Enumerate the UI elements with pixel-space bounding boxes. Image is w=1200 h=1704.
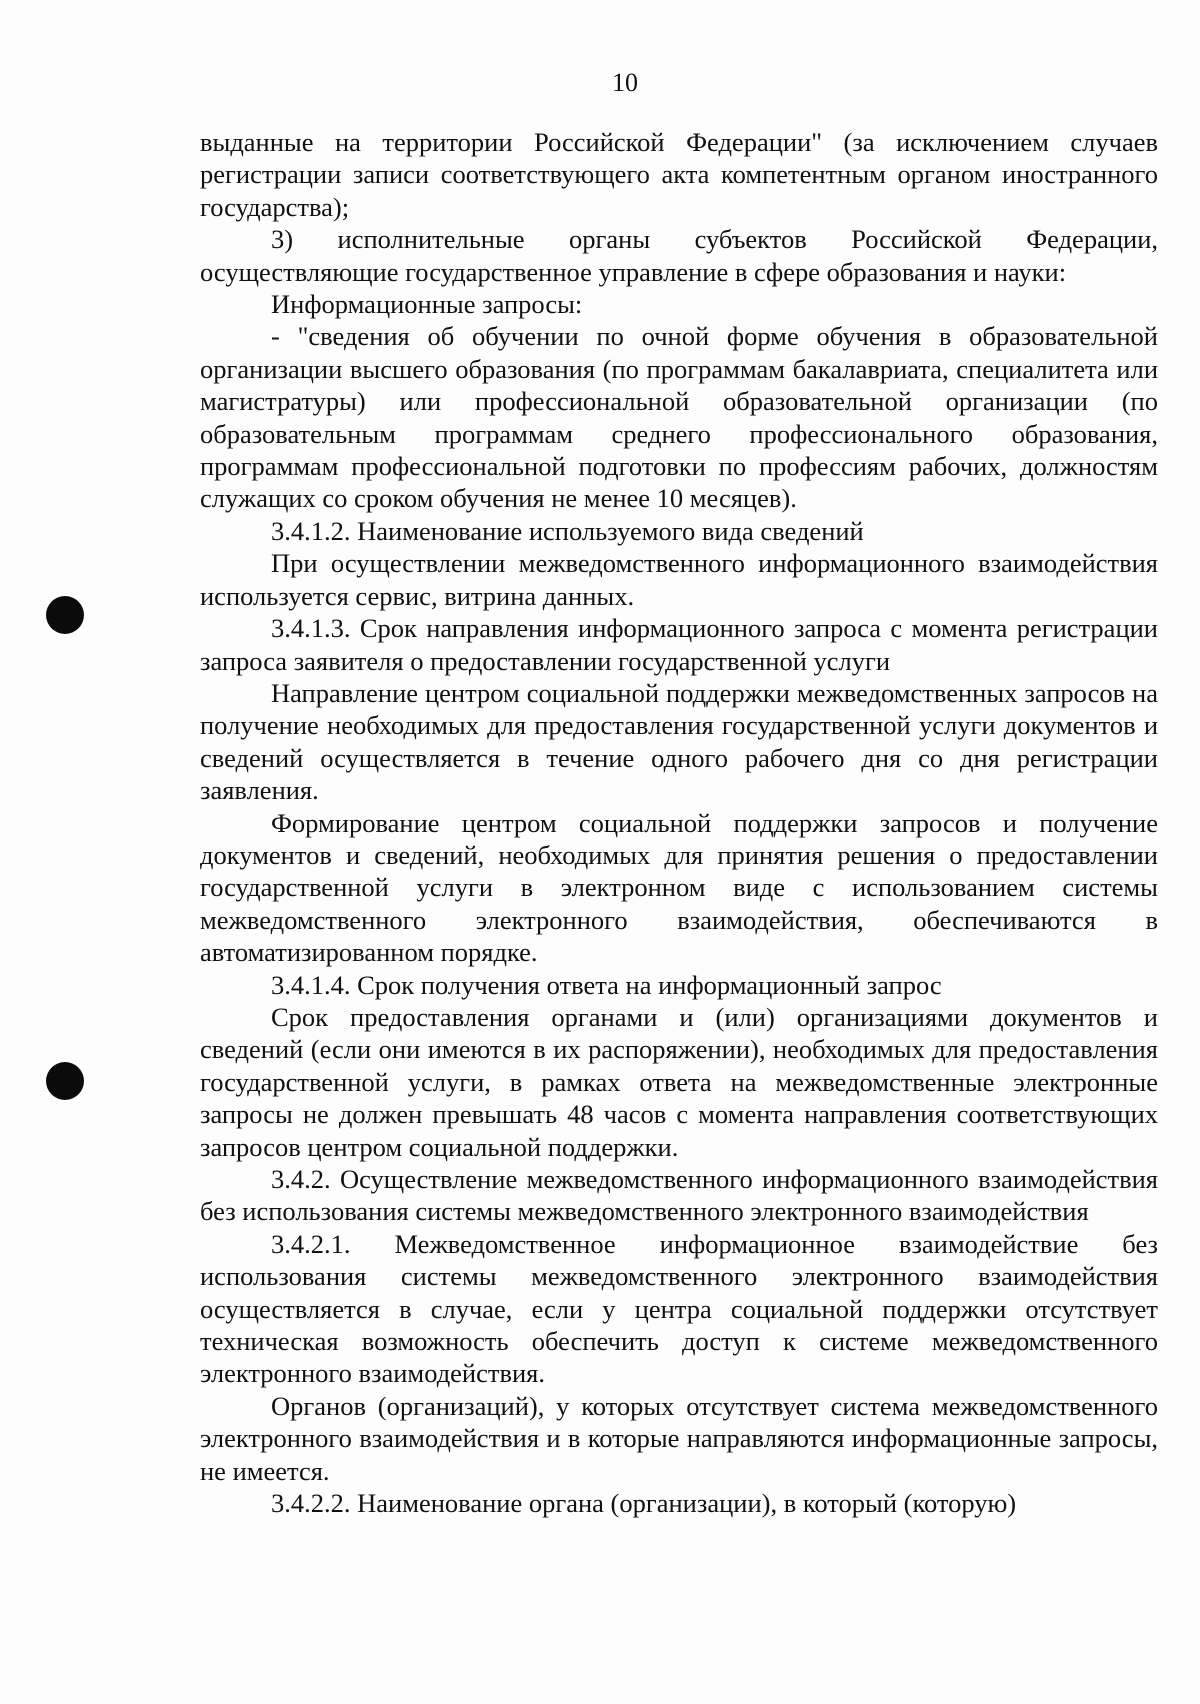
page-number: 10 bbox=[612, 68, 638, 97]
section-heading-3-4-1-2: 3.4.1.2. Наименование используемого вида сведений bbox=[271, 515, 864, 546]
paragraph-formation: Формирование центром социальной поддержки запросов и получение документов и сведений, необходимых для принятия решения о предоставлении государственной услуги в электронном виде с использованием системы межведомственного электронного взаимодействия, обеспечиваются в автоматизированном порядке. bbox=[200, 807, 1158, 968]
section-heading-3-4-1-4: 3.4.1.4. Срок получения ответа на информационный запрос bbox=[271, 969, 942, 1000]
section-heading-3-4-1-3: 3.4.1.3. Срок направления информационного запроса с момента регистрации запроса заявителя о предоставлении государственной услуги bbox=[200, 613, 1158, 676]
paragraph-service: При осуществлении межведомственного информационного взаимодействия используется сервис, витрина данных. bbox=[200, 548, 1158, 611]
paragraph-no-organizations: Органов (организаций), у которых отсутствует система межведомственного электронного взаимодействия и в которые направляются информационные запросы, не имеется. bbox=[200, 1390, 1158, 1486]
section-3-4-2-1: 3.4.2.1. Межведомственное информационное взаимодействие без использования системы межведомственного электронного взаимодействия осуществляется в случае, если у центра социальной поддержки отсутствует техническая возможность обеспечить доступ к системе межведомственного электронного взаимодействия. bbox=[200, 1228, 1158, 1389]
paragraph-continuation: выданные на территории Российской Федерации" (за исключением случаев регистрации записи соответствующего акта компетентным органом иностранного государства); bbox=[200, 127, 1158, 222]
paragraph-request-education: - "сведения об обучении по очной форме обучения в образовательной организации высшего образования (по программам бакалавриата, специалитета или магистратуры) или профессиональной образовательной организации (по образовательным программам среднего профессионального образования, программам профессиональной подготовки по профессиям рабочих, должностям служащих со сроком обучения не менее 10 месяцев). bbox=[200, 321, 1158, 514]
paragraph-response-term: Срок предоставления органами и (или) организациями документов и сведений (если они имеются в их распоряжении), необходимых для предоставления государственной услуги, в рамках ответа на межведомственные электронные запросы не должен превышать 48 часов с момента направления соответствующих запросов центром социальной поддержки. bbox=[200, 1001, 1158, 1162]
paragraph-item-3: 3) исполнительные органы субъектов Российской Федерации, осуществляющие государственное управление в сфере образования и науки: bbox=[200, 224, 1158, 287]
paragraph-requests-heading: Информационные запросы: bbox=[271, 289, 583, 320]
document-body bbox=[200, 126, 1158, 1519]
binder-hole-mark bbox=[46, 1062, 84, 1100]
paragraph-direction: Направление центром социальной поддержки межведомственных запросов на получение необходимых для предоставления государственной услуги документов и сведений осуществляется в течение одного рабочего дня со дня регистрации заявления. bbox=[200, 677, 1158, 806]
binder-hole-mark bbox=[46, 596, 84, 634]
section-3-4-2-2: 3.4.2.2. Наименование органа (организации), в который (которую) bbox=[271, 1488, 1017, 1519]
section-heading-3-4-2: 3.4.2. Осуществление межведомственного информационного взаимодействия без использования системы межведомственного электронного взаимодействия bbox=[200, 1164, 1158, 1227]
